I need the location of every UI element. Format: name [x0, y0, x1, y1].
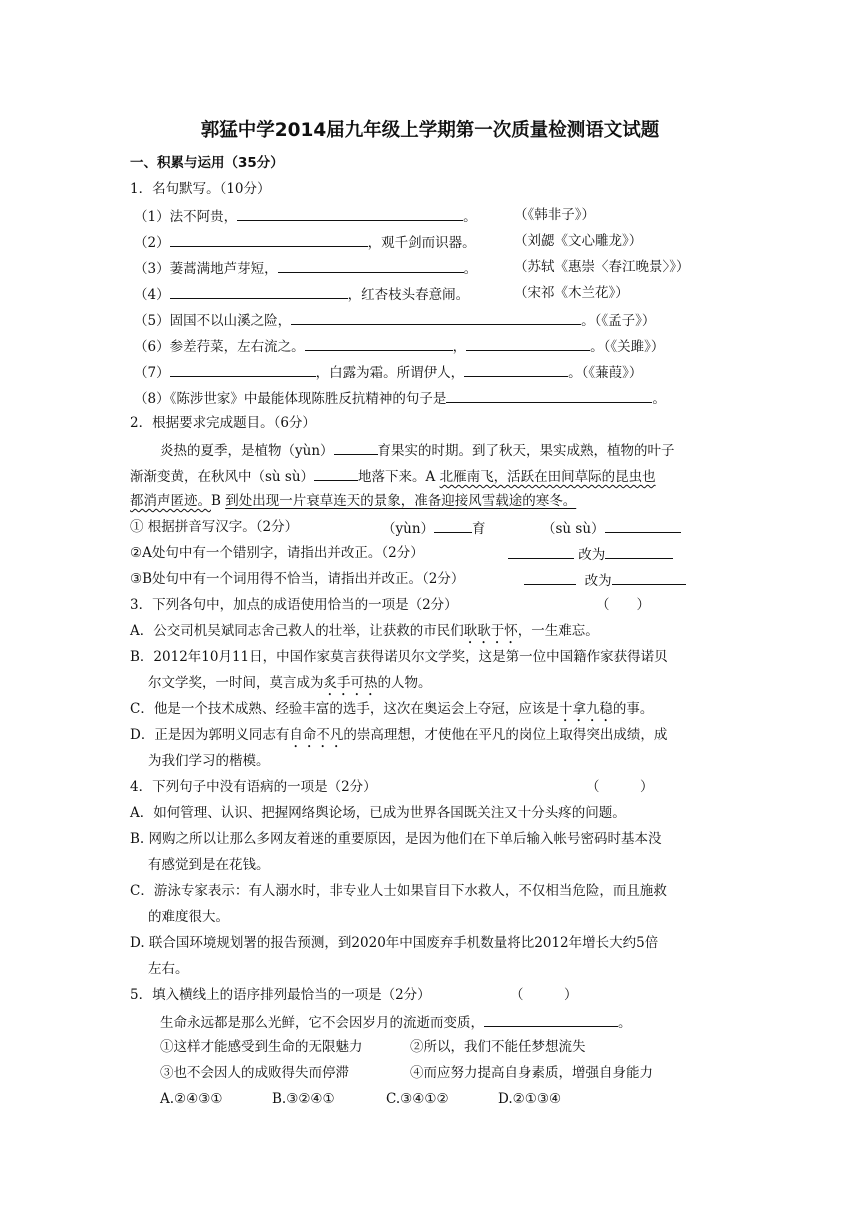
- q3-option-b-line-1: B．2012年10月11日，中国作家莫言获得诺贝尔文学奖，这是第一位中国籍作家获得诺贝: [130, 649, 668, 665]
- q2-sub-1-text: ① 根据拼音写汉字。（2分）: [130, 519, 299, 535]
- q3-option-a: [130, 622, 599, 647]
- q1-line-7-text: （7）: [134, 365, 170, 381]
- q5-stem-text: 生命永远都是那么光鲜，它不会因岁月的流逝而变质，: [160, 1015, 484, 1031]
- answer-blank[interactable]: [237, 206, 463, 221]
- answer-blank[interactable]: [464, 362, 568, 377]
- answer-blank[interactable]: [170, 232, 368, 247]
- q2-passage-text: 渐渐变黄，在秋风中（sù sù）: [130, 469, 315, 485]
- q1-line-4-source: （宋祁《木兰花》）: [514, 285, 629, 301]
- q1-line-5-text: （5）固国不以山溪之险，: [134, 313, 292, 329]
- q1-line-2-text: （2）: [134, 235, 170, 251]
- pinyin-yun: （yùn）: [382, 521, 435, 537]
- q5-sentence-2: ②所以，我们不能任梦想流失: [410, 1039, 586, 1055]
- q2-passage-line-3: [130, 492, 576, 510]
- q2-passage-line-1: [160, 440, 675, 460]
- q5-choice-a: A.②④③①: [160, 1091, 223, 1107]
- q5-sentence-3: ③也不会因人的成败得失而停滞: [160, 1065, 349, 1081]
- q5-choice-d: D.②①③④: [498, 1091, 562, 1107]
- q4-option-a: A．如何管理、认识、把握网络舆论场，已成为世界各国既关注又十分头疼的问题。: [130, 805, 626, 821]
- answer-blank[interactable]: [605, 544, 673, 559]
- q1-line-2: [134, 232, 734, 252]
- q1-line-7-mid: ，白露为霜。所谓伊人，: [315, 365, 465, 381]
- change-to-label: 改为: [578, 547, 606, 563]
- q1-line-4-end: ，红杏枝头春意闹。: [347, 287, 470, 303]
- q5-choice-b: B.③②④①: [272, 1091, 335, 1107]
- q1-line-1-text: （1）法不阿贵，: [134, 209, 238, 225]
- q5-stem: [160, 1012, 632, 1032]
- answer-blank[interactable]: [466, 336, 590, 351]
- q1-line-6-end: 。（《关雎》）: [590, 339, 665, 355]
- q2-passage-text: 育果实的时期。到了秋天，果实成熟，植物的叶子: [377, 443, 675, 459]
- q3-c-text: C．他是一个技术成熟、经验丰富的选手，这次在奥运会上夺冠，应该是: [130, 701, 559, 717]
- q4-option-b-line-2: 有感觉到是在花钱。: [148, 857, 270, 873]
- answer-blank[interactable]: [291, 310, 581, 325]
- answer-parentheses: （ ）: [586, 779, 654, 795]
- q2-passage-text: 炎热的夏季，是植物（yùn）: [160, 443, 334, 459]
- answer-blank[interactable]: [305, 336, 453, 351]
- q1-line-1-end: 。: [463, 209, 477, 225]
- q1-line-8-text: （8）《陈涉世家》中最能体现陈胜反抗精神的句子是: [134, 391, 447, 407]
- q3-d-text: D．正是因为郭明义同志有: [130, 727, 290, 743]
- q2-sub-1-pinyin-2: [542, 518, 681, 538]
- q3-d-end: 的崇高理想，才使他在平凡的岗位上取得突出成绩，成: [343, 727, 668, 743]
- answer-blank[interactable]: [446, 388, 652, 403]
- q1-line-2-end: ，观千剑而识器。: [367, 235, 476, 251]
- q1-line-3-text: （3）萋蒿满地芦芽短，: [134, 261, 278, 277]
- q1-line-4-text: （4）: [134, 287, 170, 303]
- q1-line-6-text: （6）参差荇菜，左右流之。: [134, 339, 305, 355]
- q2-passage-line-2: [130, 466, 656, 486]
- answer-blank[interactable]: [612, 570, 686, 585]
- q3-option-c: [130, 700, 653, 725]
- question-5-header: [130, 986, 730, 1004]
- q1-line-6: [134, 336, 664, 356]
- answer-blank[interactable]: [314, 466, 358, 481]
- q2-sub-1-char: 育: [472, 521, 486, 537]
- q1-line-8: [134, 388, 666, 408]
- q2-passage-label-b: B: [211, 493, 226, 509]
- q2-subquestion-1: [130, 518, 730, 536]
- answer-blank[interactable]: [278, 258, 464, 273]
- q1-line-3-source: （苏轼《惠崇〈春江晚景〉》）: [514, 259, 690, 275]
- question-3-header: [130, 596, 730, 614]
- dotted-idiom: 耿耿于怀: [463, 623, 518, 639]
- q1-line-7-end: 。（《蒹葭》）: [568, 365, 643, 381]
- answer-blank[interactable]: [434, 518, 472, 533]
- pinyin-susu: （sù sù）: [542, 521, 605, 537]
- q2-passage-wavy-a-end: 都消声匿迹。: [130, 493, 211, 509]
- q2-passage-text: 地落下来。A: [358, 469, 440, 485]
- q1-line-4: [134, 284, 734, 304]
- q2-sub-2-answer: [508, 544, 673, 564]
- q1-line-7: [134, 362, 642, 382]
- q2-sub-2-text: ②A处句中有一个错别字，请指出并改正。（2分）: [130, 545, 424, 561]
- question-1-header: 1．名句默写。（10分）: [130, 181, 271, 197]
- answer-blank[interactable]: [170, 284, 348, 299]
- q3-a-text: A．公交司机吴斌同志舍己救人的壮举，让获救的市民们: [130, 623, 464, 639]
- q4-option-d-line-1: D. 联合国环境规划署的报告预测，到2020年中国废弃手机数量将比2012年增长大约5倍: [130, 935, 659, 951]
- q1-line-1: [134, 206, 734, 226]
- q3-c-end: 的事。: [612, 701, 654, 717]
- q4-option-b-line-1: B. 网购之所以让那么多网友着迷的重要原因，是因为他们在下单后输入帐号密码时基本没: [130, 831, 662, 847]
- answer-blank[interactable]: [334, 440, 378, 455]
- q1-line-5-end: 。（《孟子》）: [581, 313, 656, 329]
- q4-option-d-line-2: 左右。: [148, 961, 189, 977]
- q2-subquestion-3: [130, 570, 730, 588]
- answer-blank[interactable]: [605, 518, 681, 533]
- q1-line-8-end: 。: [652, 391, 666, 407]
- page-title: 郭猛中学2014届九年级上学期第一次质量检测语文试题: [200, 120, 660, 141]
- q4-header-text: 4．下列句子中没有语病的一项是（2分）: [130, 779, 377, 795]
- q5-options-row-2: [160, 1064, 720, 1082]
- q4-option-c-line-2: 的难度很大。: [148, 909, 229, 925]
- q2-subquestion-2: [130, 544, 730, 562]
- q2-sub-3-answer: [524, 570, 686, 590]
- q3-option-d-line-1: [130, 726, 667, 751]
- q2-passage-wavy-a: 北雁南飞，活跃在田间草际的昆虫也: [439, 469, 656, 485]
- q3-a-end: ，一生难忘。: [517, 623, 599, 639]
- answer-blank[interactable]: [170, 362, 316, 377]
- dotted-idiom: 自命不凡: [289, 727, 344, 743]
- q3-b-end: 的人物。: [377, 675, 432, 691]
- q5-stem-end: 。: [618, 1015, 632, 1031]
- q3-header-text: 3．下列各句中，加点的成语使用恰当的一项是（2分）: [130, 597, 458, 613]
- q2-sub-3-text: ③B处句中有一个词用得不恰当，请指出并改正。（2分）: [130, 571, 465, 587]
- answer-parentheses: （ ）: [510, 987, 578, 1003]
- q3-option-b-line-2: [148, 674, 432, 699]
- q2-sub-1-pinyin: [382, 518, 486, 538]
- q1-line-3: [134, 258, 734, 278]
- answer-blank[interactable]: [508, 544, 574, 559]
- q4-option-c-line-1: C．游泳专家表示：有人溺水时，非专业人士如果盲目下水救人，不仅相当危险，而且施救: [130, 883, 667, 899]
- dotted-idiom: 十拿九稳: [558, 701, 613, 717]
- q3-option-d-line-2: 为我们学习的楷模。: [148, 753, 270, 769]
- q2-passage-underlined-b: 到处出现一片衰草连天的景象，准备迎接风雪载途的寒冬。: [225, 493, 577, 509]
- dotted-idiom: 炙手可热: [323, 675, 378, 691]
- answer-blank[interactable]: [484, 1012, 618, 1027]
- q5-choice-c: C.③④①②: [386, 1091, 449, 1107]
- q5-header-text: 5．填入横线上的语序排列最恰当的一项是（2分）: [130, 987, 431, 1003]
- q1-line-3-end: 。: [463, 261, 478, 277]
- answer-parentheses: （ ）: [596, 597, 650, 613]
- q1-line-2-source: （刘勰《文心雕龙》）: [514, 233, 643, 249]
- section-heading: 一、积累与运用（35分）: [130, 155, 284, 171]
- change-to-label: 改为: [584, 573, 612, 589]
- answer-blank[interactable]: [524, 570, 576, 585]
- q5-sentence-4: ④而应努力提高自身素质，增强自身能力: [410, 1065, 653, 1081]
- q1-line-5: [134, 310, 655, 330]
- q1-line-1-source: （《韩非子》）: [514, 207, 595, 223]
- question-4-header: [130, 778, 730, 796]
- question-2-header: 2．根据要求完成题目。（6分）: [130, 415, 316, 431]
- q3-b-text: 尔文学奖，一时间，莫言成为: [148, 675, 324, 691]
- q1-line-6-mid: ，: [452, 339, 467, 355]
- q5-sentence-1: ①这样才能感受到生命的无限魅力: [160, 1039, 363, 1055]
- q5-options-row-1: [160, 1038, 720, 1056]
